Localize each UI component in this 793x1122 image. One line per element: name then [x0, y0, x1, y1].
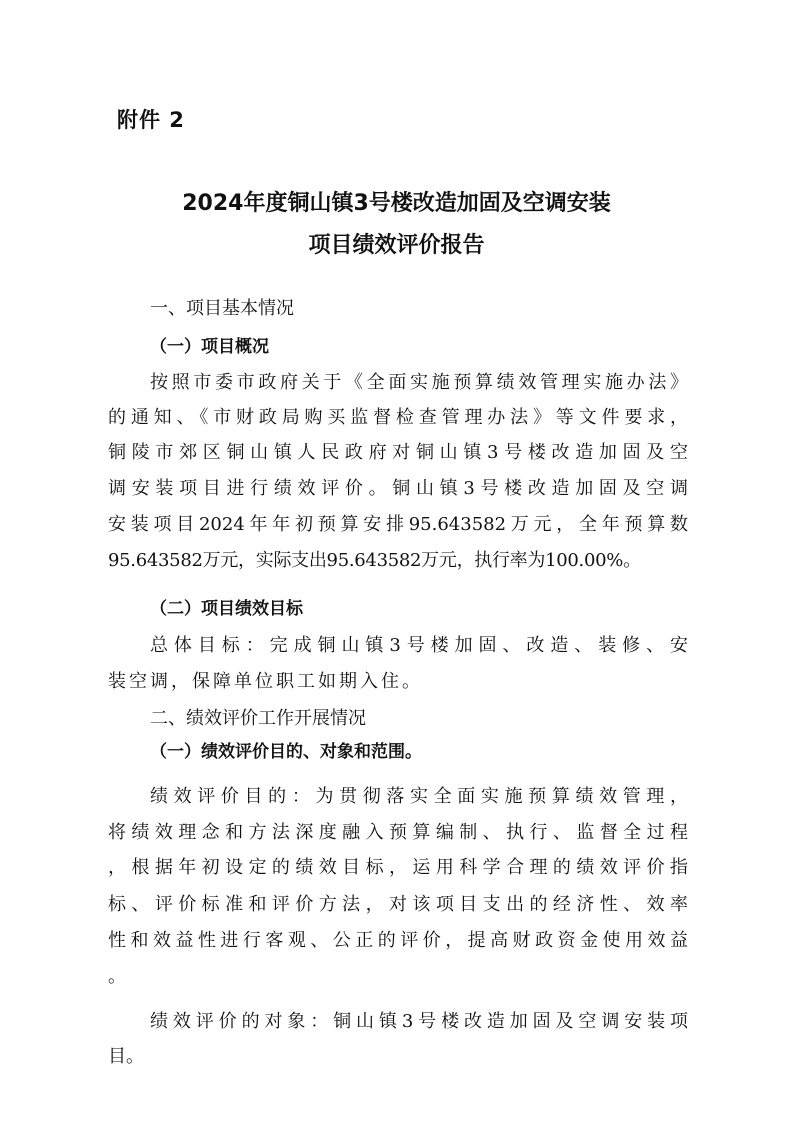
paragraph-line: 标、评价标准和评价方法，对该项目支出的经济性、效率 — [108, 894, 688, 915]
paragraph-line: 按照市委市政府关于《全面实施预算绩效管理实施办法》 — [150, 372, 688, 393]
section-heading-evaluation-work: 二、绩效评价工作开展情况 — [150, 708, 366, 729]
paragraph-line: 安装项目2024年年初预算安排95.643582万元，全年预算数 — [108, 514, 688, 535]
paragraph-line: 性和效益性进行客观、公正的评价，提高财政资金使用效益 — [108, 930, 688, 951]
paragraph-line: 总体目标：完成铜山镇3号楼加固、改造、装修、安 — [150, 635, 688, 656]
paragraph-line: 绩效评价目的：为贯彻落实全面实施预算绩效管理， — [150, 786, 688, 807]
report-title-line-2: 项目绩效评价报告 — [308, 233, 485, 258]
attachment-label: 附件 2 — [117, 108, 185, 132]
paragraph-line: 。 — [108, 966, 126, 987]
paragraph-line: 绩效评价的对象：铜山镇3号楼改造加固及空调安装项 — [150, 1011, 688, 1032]
paragraph-line: 将绩效理念和方法深度融入预算编制、执行、监督全过程 — [108, 822, 688, 843]
subsection-heading-performance-goals: （二）项目绩效目标 — [150, 599, 303, 619]
paragraph-line: 装空调，保障单位职工如期入住。 — [108, 671, 423, 692]
subsection-heading-purpose-scope: （一）绩效评价目的、对象和范围。 — [150, 742, 422, 762]
report-title-line-1: 2024年度铜山镇3号楼改造加固及空调安装 — [182, 191, 611, 216]
paragraph-line: 调安装项目进行绩效评价。铜山镇3号楼改造加固及空调 — [108, 478, 688, 499]
paragraph-line: 铜陵市郊区铜山镇人民政府对铜山镇3号楼改造加固及空 — [108, 442, 688, 463]
paragraph-line: ，根据年初设定的绩效目标，运用科学合理的绩效评价指 — [108, 857, 688, 878]
section-heading-basic-info: 一、项目基本情况 — [150, 298, 294, 319]
subsection-heading-overview: （一）项目概况 — [150, 337, 269, 357]
paragraph-line: 的通知、《市财政局购买监督检查管理办法》等文件要求， — [108, 407, 688, 428]
paragraph-line: 95.643582万元，实际支出95.643582万元，执行率为100.00%。 — [108, 550, 641, 571]
paragraph-line: 目。 — [108, 1046, 144, 1067]
